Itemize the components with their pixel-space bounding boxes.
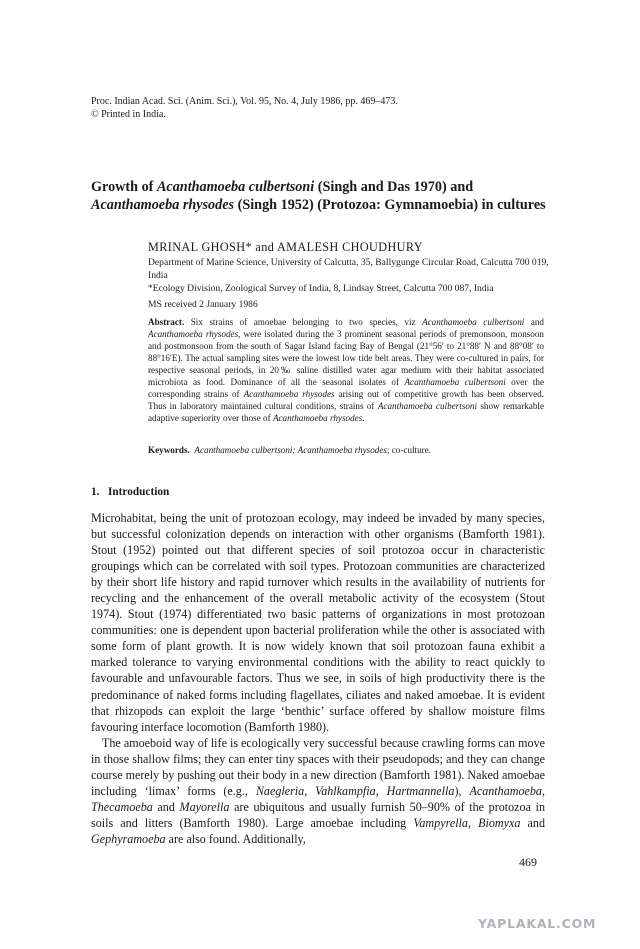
section-title: Introduction [107,486,170,498]
journal-citation: Proc. Indian Acad. Sci. (Anim. Sci.), Vol. 95, No. 4, July 1986, pp. 469–473. [91,96,398,107]
affiliation-primary: Department of Marine Science, University of Calcutta, 35, Ballygunge Circular Road, Calcutta 700 019, India [148,257,549,281]
paragraph: Microhabitat, being the unit of protozoan ecology, may indeed be invaded by many species, but successful colonization depends on interaction with other organisms (Bamforth 1981). Stout (1952) pointed out that different species of soil protozoa occur in characteristic groupings which can be correlated with soil types. Protozoan communities are characterized by their short life history and rapid turnover which results in the availability of nutrients for recycling and the enhancement of the overall metabolic activity of the ecosystem (Stout 1974). Stout (1974) differentiated two basic patterns of organizations in most protozoan communities: one is dependent upon bacterial proliferation while the other is associated with some form of plant growth. It is now widely known that soil protozoan fauna exhibit a marked tolerance to varying environmental conditions with the ability to react quickly to favourable and unfavourable factors. Thus we see, in soils of high productivity there is the predominance of naked forms including flagellates, ciliates and naked amoebae. It is evident that rhizopods can exploit the large ‘benthic’ surface offered by shallow moisture films favouring interface locomotion (Bamforth 1980). [91,511,545,734]
paragraph: The amoeboid way of life is ecologically very successful because crawling forms can move in those shallow films; they can enter tiny spaces with their pseudopods; and they can change course merely by pushing out their body in a new direction (Bamforth 1981). Naked amoebae including ‘limax’ forms (e.g., Naegleria, Vahlkampfia, Hartmannella), Acanthamoeba, Thecamoeba and Mayorella are ubiquitous and usually furnish 50–90% of the protozoa in soils and litters (Bamforth 1980). Large amoebae including Vampyrella, Biomyxa and Gephyramoeba are also found. Additionally, [91,735,546,846]
section-heading-introduction [91,486,169,498]
site-watermark: YAPLAKAL.COM [478,916,597,931]
keywords: Keywords. Acanthamoeba culbertsoni; Acanthamoeba rhysodes; co-culture. [148,445,432,455]
author-list: MRINAL GHOSH* and AMALESH CHOUDHURY [148,240,423,254]
page-number: 469 [519,855,537,869]
abstract-label: Abstract. [148,317,185,327]
affiliation-secondary: *Ecology Division, Zoological Survey of India, 8, Lindsay Street, Calcutta 700 087, India [148,283,494,294]
article-title: Growth of Acanthamoeba culbertsoni (Singh and Das 1970) and Acanthamoeba rhysodes (Singh 1952) (Protozoa: Gymnamoebia) in cultures [91,179,546,213]
copyright-line: © Printed in India. [91,109,166,120]
journal-header [91,95,551,121]
abstract: Abstract. Six strains of amoebae belonging to two species, viz Acanthamoeba culbertsoni and Acanthamoeba rhysodes, were isolated during the 3 prominent seasonal periods of premonsoon, monsoon and postmonsoon from the south of Sagar Island facing Bay of Bengal (21°56′ to 21°88′ N and 88°08′ to 88°16′E). The actual sampling sites were the lowest low tide belt areas. They were co-cultured in pairs, for respective seasonal periods, in 20‰ saline distilled water agar medium with their habitat associated microbiota as food. Dominance of all the seasonal isolates of Acanthamoeba culbertsoni over the corresponding strains of Acanthamoeba rhysodes arising out of competitive growth has been observed. Thus in laboratory maintained cultural conditions, strains of Acanthamoeba culbertsoni show remarkable adaptive superiority over those of Acanthamoeba rhysodes. [148,317,544,424]
body-text [91,510,545,847]
keywords-label: Keywords. [148,445,190,455]
section-number: 1. [91,486,100,498]
received-date: MS received 2 January 1986 [148,299,258,310]
